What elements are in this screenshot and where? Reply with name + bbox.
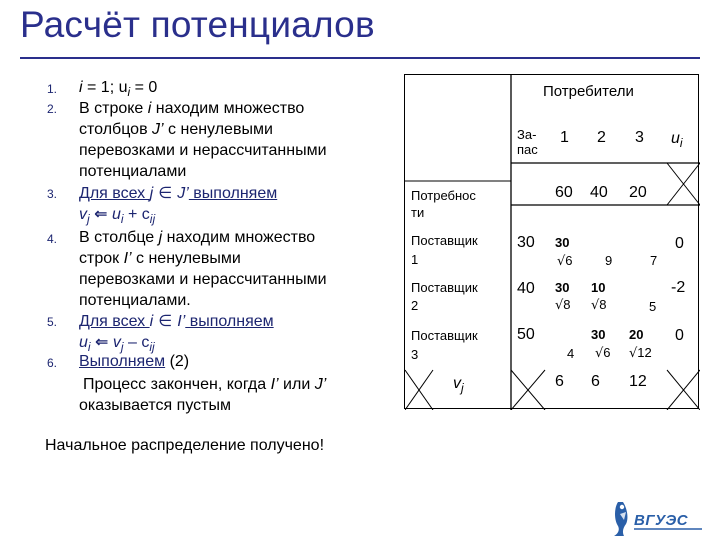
step-3-line-1: Для всех j ∈ J’ выполняем <box>79 183 278 202</box>
supplier-1-label-line-1: Поставщик <box>411 233 478 248</box>
logo-text: ВГУЭС <box>634 512 689 529</box>
v-value: 6 <box>591 373 600 390</box>
step-3-line-2: $v_j$ ⇐ $u_i + c_{ij}$ <box>79 204 156 227</box>
u-value: 0 <box>675 327 684 344</box>
consumers-header: Потребители <box>543 83 634 100</box>
flow-value: 30 <box>591 327 606 342</box>
page-title: Расчёт потенциалов <box>20 4 375 45</box>
cost-value: √12 <box>629 345 652 361</box>
title-underline <box>20 57 700 59</box>
step-5-line-1: Для всех i ∈ I’ выполняем <box>79 311 274 330</box>
flow-value: 20 <box>629 327 644 342</box>
step-4-line-4: потенциалами. <box>79 292 191 309</box>
cost-value: √6 <box>557 253 573 269</box>
v-value: 6 <box>555 373 564 390</box>
v-value: 12 <box>629 373 647 390</box>
step-4-line-2: строк I’ с ненулевыми <box>79 250 241 267</box>
col-header-2: 2 <box>597 129 606 146</box>
step-number: 2. <box>47 102 58 116</box>
flow-value: 30 <box>555 280 570 295</box>
flow-value: 30 <box>555 235 570 250</box>
col-header-3: 3 <box>635 129 644 146</box>
logo-emblem-icon <box>614 502 627 536</box>
step-2-line-3: перевозками и нерассчитанными <box>79 142 327 159</box>
u-value: -2 <box>671 279 686 296</box>
end-condition-line-1: Процесс закончен, когда I’ или J’ <box>83 376 327 393</box>
step-number: 4. <box>47 232 58 246</box>
stock-header-line-2: пас <box>517 142 538 157</box>
cost-value: √6 <box>595 345 611 361</box>
end-condition-line-2: оказывается пустым <box>79 397 231 414</box>
cost-value: 9 <box>605 253 613 268</box>
cost-value: 4 <box>567 346 575 361</box>
supplier-3-label-line-2: 3 <box>411 347 419 362</box>
demand-label-line-1: Потребнос <box>411 188 476 203</box>
stock-header-line-1: За- <box>517 127 537 142</box>
v-label: $v_j$ <box>453 375 464 396</box>
demand-value-3: 20 <box>629 184 647 201</box>
supply-value: 30 <box>517 234 535 251</box>
supplier-2-label-line-1: Поставщик <box>411 280 478 295</box>
step-2-line-2: столбцов J’ с ненулевыми <box>79 121 273 138</box>
step-4-line-1: В столбце j находим множество <box>79 229 316 246</box>
cost-value: 5 <box>649 299 657 314</box>
footer-note: Начальное распределение получено! <box>45 437 325 454</box>
step-number: 5. <box>47 315 58 329</box>
supplier-3-label-line-1: Поставщик <box>411 328 478 343</box>
supply-value: 50 <box>517 326 535 343</box>
cost-value: √8 <box>591 297 607 313</box>
col-header-1: 1 <box>560 129 569 146</box>
flow-value: 10 <box>591 280 606 295</box>
step-1: i = 1; $u_i = 0$ <box>79 79 158 100</box>
step-2-line-4: потенциалами <box>79 163 187 180</box>
step-5-line-2: $u_i$ ⇐ $v_j - c_{ij}$ <box>79 332 155 355</box>
supplier-1-label-line-2: 1 <box>411 252 419 267</box>
demand-value-2: 40 <box>590 184 608 201</box>
transport-table <box>404 74 699 409</box>
supplier-2-label-line-2: 2 <box>411 298 419 313</box>
supply-value: 40 <box>517 280 535 297</box>
step-2-line-1: В строке i находим множество <box>79 100 305 117</box>
demand-value-1: 60 <box>555 184 573 201</box>
cost-value: 7 <box>650 253 658 268</box>
u-value: 0 <box>675 235 684 252</box>
step-number: 1. <box>47 82 58 96</box>
step-4-line-3: перевозками и нерассчитанными <box>79 271 327 288</box>
demand-label-line-2: ти <box>411 205 425 220</box>
cost-value: √8 <box>555 297 571 313</box>
step-6: Выполняем (2) <box>79 353 190 370</box>
step-number: 6. <box>47 356 58 370</box>
u-header: $u_i$ <box>671 130 683 151</box>
university-logo <box>610 498 710 538</box>
step-number: 3. <box>47 187 58 201</box>
